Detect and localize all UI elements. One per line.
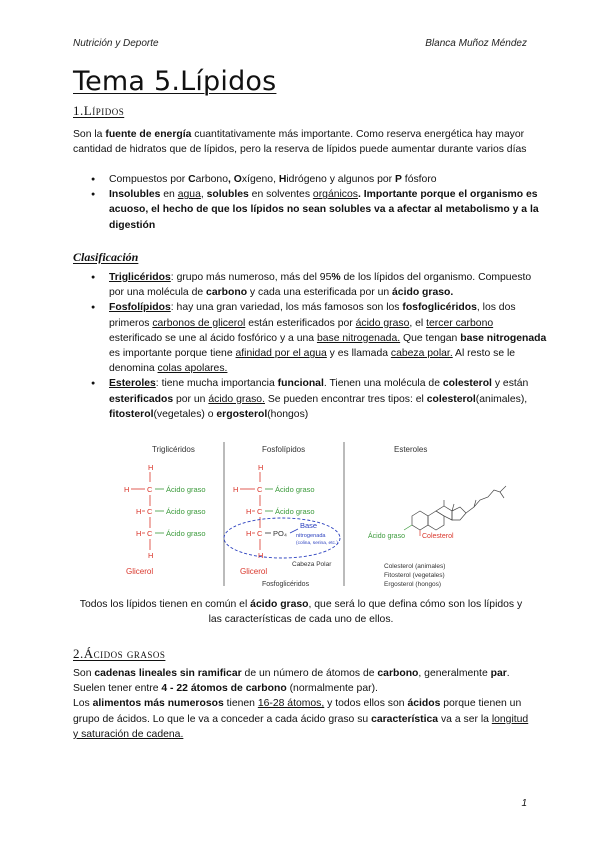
lipid-structures-figure xyxy=(112,440,512,588)
fosfogliceridos-caption: Fosfoglicéridos xyxy=(262,581,310,588)
glicerol-label: Glicerol xyxy=(126,567,154,576)
list-item: ● Compuestos por Carbono, Oxígeno, Hidrógeno y algunos por P fósforo xyxy=(109,172,549,187)
section-heading-lipidos: 1.Lípidos xyxy=(73,103,125,118)
page-number: 1 xyxy=(521,798,527,809)
svg-text:Ácido graso: Ácido graso xyxy=(166,529,206,538)
svg-text:Ácido graso: Ácido graso xyxy=(166,485,206,494)
svg-text:H: H xyxy=(258,551,264,560)
col-title-trigliceridos: Triglicéridos xyxy=(152,445,195,454)
svg-text:H: H xyxy=(136,507,142,516)
svg-text:(colina, serina, etc.): (colina, serina, etc.) xyxy=(296,541,338,546)
classification-list xyxy=(89,270,549,422)
svg-text:C: C xyxy=(147,485,153,494)
svg-text:H: H xyxy=(136,529,142,538)
colesterol-label: Colesterol xyxy=(422,533,454,540)
page-title: Tema 5.Lípidos xyxy=(73,66,277,97)
sterol-type: Fitosterol (vegetales) xyxy=(384,572,445,579)
subheading-clasificacion: Clasificación xyxy=(73,250,139,264)
glicerol-label: Glicerol xyxy=(240,567,268,576)
list-item: ● Insolubles en agua, solubles en solventes orgánicos. Importante porque el organismo es acuoso, el hecho de que los lípidos no sean solubles va a afectar al metabolismo y a la digestión xyxy=(109,187,549,233)
acidos-grasos-paragraph: Son cadenas lineales sin ramificar de un número de átomos de carbono, generalmente par. Suelen tener entre 4 - 22 átomos de carbono (normalmente par). Los alimentos más numerosos tienen 16-28 átomos, y todos ellos son ácidos porque tienen un grupo de ácidos. Lo que le va a conceder a cada ácido graso su característica va a ser la longitud y saturación de cadena. xyxy=(73,668,529,740)
svg-text:C: C xyxy=(257,507,263,516)
svg-text:C: C xyxy=(257,529,263,538)
intro-paragraph: Son la fuente de energía cuantitativamente más importante. Como reserva energética hay mayor cantidad de hidratos que de lípidos, pero la reserva de lípidos puede aumentar durante varios días xyxy=(73,129,527,156)
triglyceride-structure xyxy=(124,463,206,576)
svg-text:Ácido graso: Ácido graso xyxy=(275,507,315,516)
svg-text:Ácido graso: Ácido graso xyxy=(275,485,315,494)
svg-text:H: H xyxy=(258,463,264,472)
composition-list xyxy=(89,172,549,233)
svg-text:H: H xyxy=(233,485,239,494)
base-label: Base xyxy=(300,521,318,530)
po4-label: PO₄ xyxy=(273,529,287,538)
header-subject: Nutrición y Deporte xyxy=(73,38,159,49)
sterol-structure xyxy=(404,486,506,536)
svg-text:C: C xyxy=(147,507,153,516)
cabeza-polar-label: Cabeza Polar xyxy=(292,561,332,568)
list-item-esteroles: ● Esteroles: tiene mucha importancia funcional. Tienen una molécula de colesterol y están esterificados por un ácido graso. Se pueden encontrar tres tipos: el colesterol(animales), fitosterol(vegetales) o ergosterol(hongos) xyxy=(109,376,549,422)
svg-text:H: H xyxy=(148,463,154,472)
svg-text:H: H xyxy=(148,551,154,560)
svg-text:nitrogenada: nitrogenada xyxy=(296,533,326,539)
col-title-fosfolipidos: Fosfolípidos xyxy=(262,445,306,454)
svg-text:C: C xyxy=(147,529,153,538)
list-item-fosfolipidos: ● Fosfolípidos: hay una gran variedad, los más famosos son los fosfoglicéridos, los dos primeros carbonos de glicerol están esterificados por ácido graso, el tercer carbono esterificado se une al ácido fosfórico y a una base nitrogenada. Que tengan base nitrogenada es importante porque tiene afinidad por el agua y es llamada cabeza polar. Al resto se le denomina colas apolares. xyxy=(109,300,549,376)
svg-text:H: H xyxy=(124,485,130,494)
sterol-type: Ergosterol (hongos) xyxy=(384,581,442,588)
section-heading-acidos-grasos: 2.Ácidos grasos xyxy=(73,646,166,661)
svg-text:H: H xyxy=(246,529,252,538)
svg-text:C: C xyxy=(257,485,263,494)
figure-caption: Todos los lípidos tienen en común el ácido graso, que será lo que defina cómo son los lípidos y las características de cada uno de ellos. xyxy=(79,599,523,626)
svg-text:H: H xyxy=(246,507,252,516)
sterol-type: Colesterol (animales) xyxy=(384,563,446,570)
sterol-acid-label: Ácido graso xyxy=(368,533,405,540)
header-author: Blanca Muñoz Méndez xyxy=(425,38,527,49)
phospholipid-structure xyxy=(224,463,340,588)
col-title-esteroles: Esteroles xyxy=(394,445,428,454)
list-item-trigliceridos: ● Triglicéridos: grupo más numeroso, más del 95% de los lípidos del organismo. Compuesto por una molécula de carbono y cada una esterificada por un ácido graso. xyxy=(109,270,549,300)
svg-text:Ácido graso: Ácido graso xyxy=(166,507,206,516)
